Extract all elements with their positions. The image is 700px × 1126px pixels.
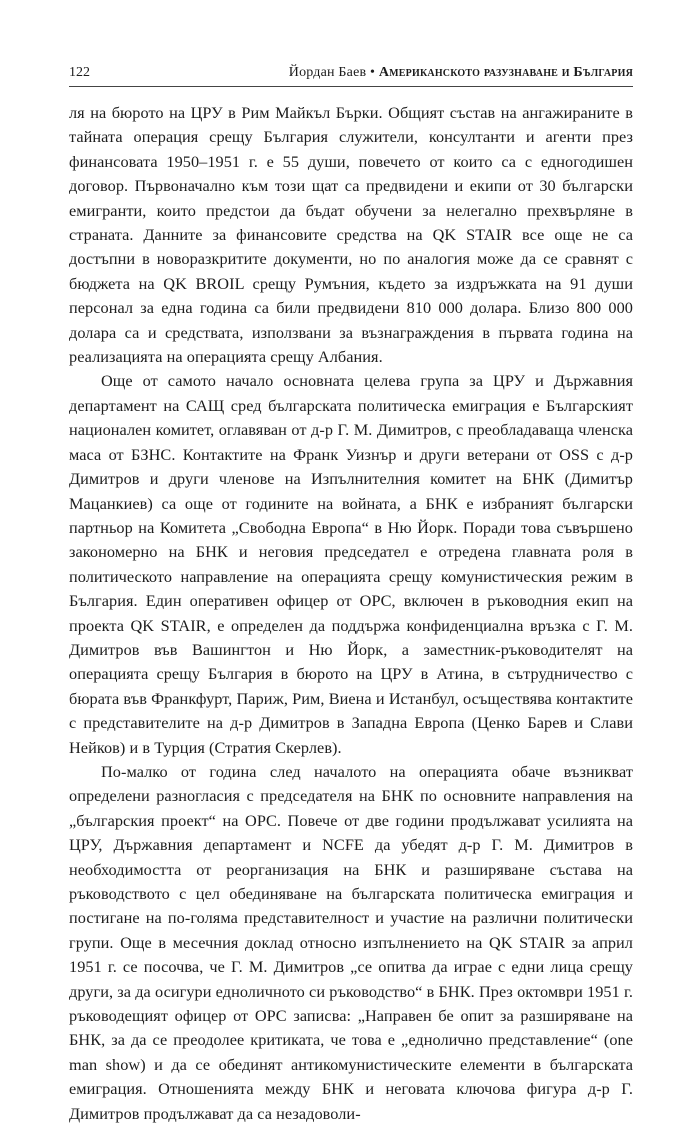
header-author: Йордан Баев — [288, 65, 367, 80]
header-title: Американското разузнаване и България — [378, 65, 633, 80]
paragraph: По-малко от година след началото на операцията обаче възникват определени разногласия с председателя на БНК по основните направления на „българския проект“ на OPC. Повече от две години продължават усилията на ЦРУ, Държавния департамент и NCFE да убедят д-р Г. М. Димитров в необходимостта от реорганизация на БНК и разширяване състава на ръководството с цел обединяване на българската политическа емиграция и постигане на по-голяма представителност и участие на различни политически групи. Още в месечния доклад относно изпълнението на QK STAIR за април 1951 г. се посочва, че Г. М. Димитров „се опитва да играе с едни лица срещу други, за да осигури едноличното си ръководство“ в БНК. През октомври 1951 г. ръководещият офицер от OPC записва: „Направен бе опит за разширяване на БНК, за да се преодолее критиката, че това е „еднолично представление“ (one man show) и да се обединят антикомунистическите елементи в българската емиграция. Отношенията между БНК и неговата ключова фигура д-р Г. Димитров продължават да са незадоволи- — [69, 761, 633, 1123]
body-text — [69, 101, 633, 1126]
paragraph: ля на бюрото на ЦРУ в Рим Майкъл Бърки. Общият състав на ангажираните в тайната операция срещу България служители, консултанти и агенти през финансовата 1950–1951 г. е 55 души, повечето от които са с едногодишен договор. Първоначално към този щат са предвидени и екипи от 30 български емигранти, които предстои да бъдат обучени за нелегално прехвърляне в страната. Данните за финансовите средства на QK STAIR все още не са достъпни в новоразкритите документи, но по аналогия може да се сравнят с бюджета на QK BROIL срещу Румъния, където за издръжката на 91 души персонал за една година са били предвидени 810 000 долара. Близо 800 000 долара са и средствата, използвани за възнаграждения в първата година на реализацията на операцията срещу Албания. — [69, 103, 633, 367]
page-number: 122 — [69, 65, 90, 80]
paragraph: Още от самото начало основната целева група за ЦРУ и Държавния департамент на САЩ сред българската политическа емиграция е Българският национален комитет, оглавяван от д-р Г. М. Димитров, с преобладаваща членска маса от БЗНС. Контактите на Франк Уизнър и други ветерани от OSS с д-р Димитров и други членове на Изпълнителния комитет на БНК (Димитър Мацанкиев) са още от годините на войната, а БНК е избраният български партньор на Комитета „Свободна Европа“ в Ню Йорк. Поради това съвършено закономерно на БНК и неговия председател е отредена главната роля в политическото направление на операцията срещу комунистическия режим в България. Един оперативен офицер от OPC, включен в ръководния екип на проекта QK STAIR, е определен да поддържа конфиденциална връзка с Г. М. Димитров във Вашингтон и Ню Йорк, а заместник-ръководителят на операцията срещу България в бюрото на ЦРУ в Атина, в сътрудничество с бюрата във Франкфурт, Париж, Рим, Виена и Истанбул, осъществява контактите с представителите на д-р Димитров в Западна Европа (Ценко Барев и Слави Нейков) и в Турция (Стратия Скерлев). — [69, 371, 633, 757]
running-head-right — [289, 62, 633, 84]
header-separator: • — [370, 65, 376, 80]
running-head — [69, 62, 633, 84]
header-rule — [69, 86, 633, 87]
